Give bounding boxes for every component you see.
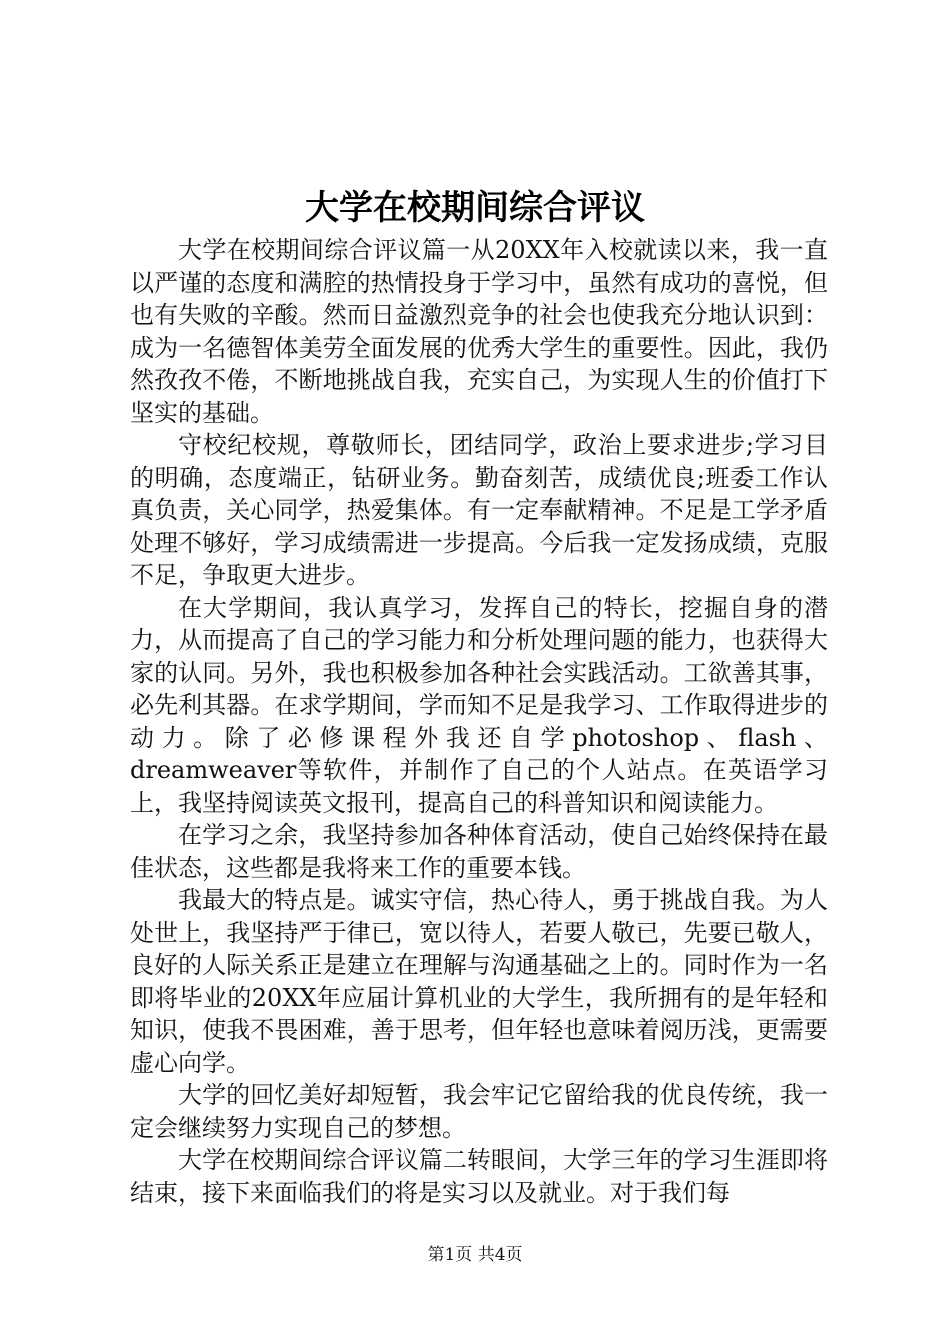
page-footer: 第1页 共4页	[427, 1245, 523, 1265]
paragraph: 大学的回忆美好却短暂，我会牢记它留给我的优良传统，我一定会继续努力实现自己的梦想。	[130, 1081, 828, 1142]
paragraph: 大学在校期间综合评议篇二转眼间，大学三年的学习生涯即将结束，接下来面临我们的将是实习以及就业。对于我们每	[130, 1146, 828, 1207]
document-body	[130, 234, 828, 1209]
paragraph: 我最大的特点是。诚实守信，热心待人，勇于挑战自我。为人处世上，我坚持严于律已，宽以待人，若要人敬已，先要已敬人，良好的人际关系正是建立在理解与沟通基础之上的。同时作为一名即将毕业的20XX年应届计算机业的大学生，我所拥有的是年轻和知识，使我不畏困难，善于思考，但年轻也意味着阅历浅，更需要虚心向学。	[130, 886, 828, 1077]
paragraph: 在大学期间，我认真学习，发挥自己的特长，挖掘自身的潜力，从而提高了自己的学习能力和分析处理问题的能力，也获得大家的认同。另外，我也积极参加各种社会实践活动。工欲善其事，必先利其器。在求学期间，学而知不足是我学习、工作取得进步的动力。除了必修课程外我还自学photoshop、flash、dreamweaver等软件，并制作了自己的个人站点。在英语学习上，我坚持阅读英文报刊，提高自己的科普知识和阅读能力。	[130, 593, 828, 817]
paragraph: 守校纪校规，尊敬师长，团结同学，政治上要求进步;学习目的明确，态度端正，钻研业务。勤奋刻苦，成绩优良;班委工作认真负责，关心同学，热爱集体。有一定奉献精神。不足是工学矛盾处理不够好，学习成绩需进一步提高。今后我一定发扬成绩，克服不足，争取更大进步。	[130, 431, 828, 589]
paragraph: 在学习之余，我坚持参加各种体育活动，使自己始终保持在最佳状态，这些都是我将来工作的重要本钱。	[130, 821, 828, 882]
document-title: 大学在校期间综合评议	[305, 188, 645, 228]
paragraph: 大学在校期间综合评议篇一从20XX年入校就读以来，我一直以严谨的态度和满腔的热情投身于学习中，虽然有成功的喜悦，但也有失败的辛酸。然而日益激烈竞争的社会也使我充分地认识到：成为一名德智体美劳全面发展的优秀大学生的重要性。因此，我仍然孜孜不倦，不断地挑战自我，充实自己，为实现人生的价值打下坚实的基础。	[130, 236, 828, 427]
